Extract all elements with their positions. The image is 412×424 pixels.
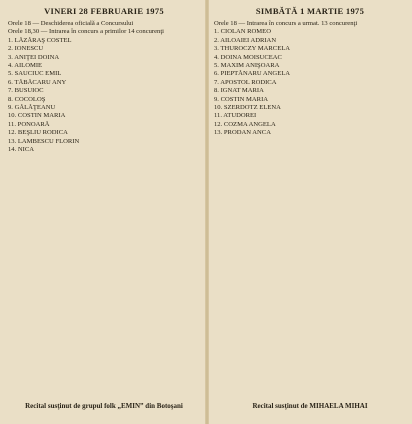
- program-line: 14. NICA: [8, 146, 35, 154]
- saturday-lines: [214, 20, 406, 138]
- program-line: 4. AILOMIE: [8, 62, 43, 70]
- program-line: 5. SAUCIUC EMIL: [8, 70, 62, 78]
- center-fold: [205, 0, 209, 424]
- program-line: 11. PONOARĂ: [8, 120, 50, 128]
- program-line: 3. THUROCZY MARCELA: [214, 45, 291, 53]
- saturday-column: [214, 6, 406, 418]
- program-line: 13. LAMBESCU FLORIN: [8, 137, 80, 145]
- friday-footer: Recital susţinut de grupul folk „EMIN” din Botoşani: [25, 402, 183, 410]
- program-line: 2. IONESCU: [8, 45, 44, 53]
- program-line: 10. COSTIN MARIA: [8, 112, 66, 120]
- program-line: 13. PRODAN ANCA: [214, 129, 271, 137]
- program-line: 11. ATUDOREI: [214, 112, 257, 120]
- program-line: 6. PIEPTĂNARU ANGELA: [214, 70, 291, 78]
- program-line: 10. SZERDOTZ ELENA: [214, 104, 281, 112]
- saturday-footer: Recital susţinut de MIHAELA MIHAI: [252, 402, 368, 410]
- program-line: 12. BEŞLIU RODICA: [8, 129, 68, 137]
- program-line: Orele 18,30 — Intrarea în concurs a primilor 14 concurenţi: [8, 28, 164, 36]
- program-line: 9. GĂLĂŢEANU: [8, 104, 56, 112]
- program-line: Orele 18 — Intrarea în concurs a urmat. 13 concurenţi: [214, 20, 358, 27]
- program-line: 7. APOSTOL RODICA: [214, 78, 277, 86]
- program-line: 8. COCOLOŞ: [8, 95, 46, 103]
- saturday-heading: SIMBĂTĂ 1 MARTIE 1975: [255, 6, 365, 16]
- program-line: 1. LĂZĂRAŞ COSTEL: [8, 36, 72, 44]
- program-line: 12. COZMA ANGELA: [214, 120, 276, 128]
- friday-heading: VINERI 28 FEBRUARIE 1975: [44, 6, 164, 16]
- program-line: 2. AILOAIEI ADRIAN: [214, 36, 277, 44]
- program-line: 9. COSTIN MARIA: [214, 95, 269, 103]
- program-line: 3. ANIŢEI DOINA: [8, 53, 60, 61]
- friday-lines: [8, 20, 200, 155]
- program-line: 5. MAXIM ANIŞOARA: [214, 62, 280, 70]
- friday-column: [8, 6, 200, 418]
- program-line: 7. BUSUIOC: [8, 87, 44, 95]
- program-line: 4. DOINA MOISUCEAC: [214, 53, 282, 61]
- program-line: 8. IGNAT MARIA: [214, 87, 264, 95]
- program-line: Orele 18 — Deschiderea oficială a Concursului: [8, 20, 134, 27]
- program-line: 1. CIOLAN ROMEO: [214, 28, 271, 36]
- program-line: 6. TĂBĂCARU ANY: [8, 78, 67, 86]
